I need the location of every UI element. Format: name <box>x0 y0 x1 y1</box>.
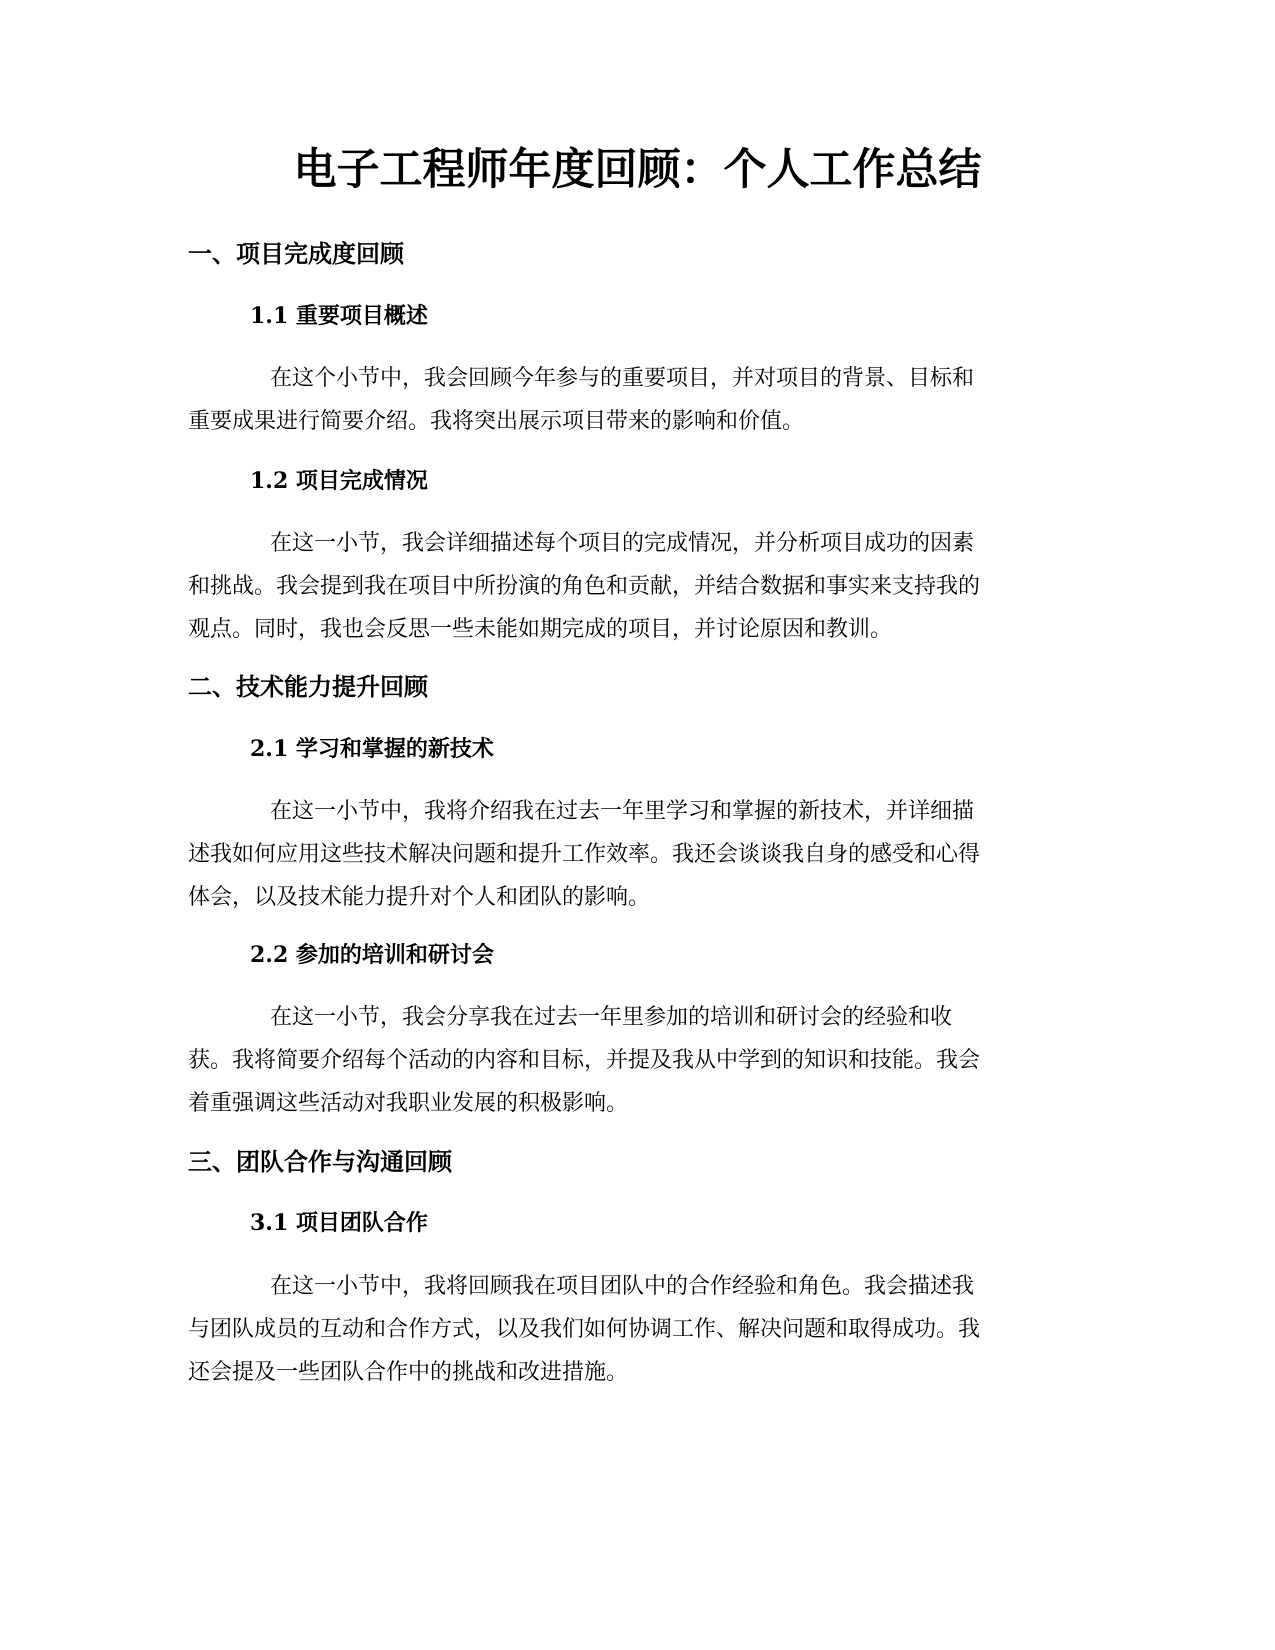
paragraph-line: 重要成果进行简要介绍。我将突出展示项目带来的影响和价值。 <box>188 409 805 434</box>
paragraph-line: 在这个小节中，我会回顾今年参与的重要项目，并对项目的背景、目标和 <box>270 366 975 391</box>
paragraph-line: 在这一小节，我会详细描述每个项目的完成情况，并分析项目成功的因素 <box>270 531 975 556</box>
paragraph-2-2 <box>188 996 1088 1125</box>
subsection-heading-1-1: 1.1 重要项目概述 <box>250 303 428 329</box>
paragraph-1-2 <box>188 522 1088 651</box>
paragraph-line: 与团队成员的互动和合作方式，以及我们如何协调工作、解决问题和取得成功。我 <box>188 1317 981 1342</box>
page-title: 电子工程师年度回顾：个人工作总结 <box>293 145 982 195</box>
paragraph-line: 着重强调这些活动对我职业发展的积极影响。 <box>188 1091 629 1116</box>
paragraph-line: 和挑战。我会提到我在项目中所扮演的角色和贡献，并结合数据和事实来支持我的 <box>188 574 981 599</box>
subsection-heading-1-2: 1.2 项目完成情况 <box>250 468 428 494</box>
paragraph-line: 体会，以及技术能力提升对个人和团队的影响。 <box>188 885 651 910</box>
subsection-heading-2-1: 2.1 学习和掌握的新技术 <box>250 736 494 762</box>
paragraph-2-1 <box>188 790 1088 919</box>
paragraph-1-1 <box>188 357 1088 443</box>
section-heading-2: 二、技术能力提升回顾 <box>188 673 428 701</box>
paragraph-line: 述我如何应用这些技术解决问题和提升工作效率。我还会谈谈我自身的感受和心得 <box>188 842 981 867</box>
paragraph-line: 在这一小节，我会分享我在过去一年里参加的培训和研讨会的经验和收 <box>270 1005 953 1030</box>
section-heading-1: 一、项目完成度回顾 <box>188 240 404 268</box>
paragraph-line: 获。我将简要介绍每个活动的内容和目标，并提及我从中学到的知识和技能。我会 <box>188 1048 981 1073</box>
subsection-heading-3-1: 3.1 项目团队合作 <box>250 1210 428 1236</box>
paragraph-line: 在这一小节中，我将介绍我在过去一年里学习和掌握的新技术，并详细描 <box>270 799 975 824</box>
paragraph-line: 还会提及一些团队合作中的挑战和改进措施。 <box>188 1360 629 1385</box>
subsection-heading-2-2: 2.2 参加的培训和研讨会 <box>250 942 494 968</box>
paragraph-3-1 <box>188 1265 1088 1394</box>
paragraph-line: 观点。同时，我也会反思一些未能如期完成的项目，并讨论原因和教训。 <box>188 617 893 642</box>
paragraph-line: 在这一小节中，我将回顾我在项目团队中的合作经验和角色。我会描述我 <box>270 1274 975 1299</box>
section-heading-3: 三、团队合作与沟通回顾 <box>188 1148 452 1176</box>
